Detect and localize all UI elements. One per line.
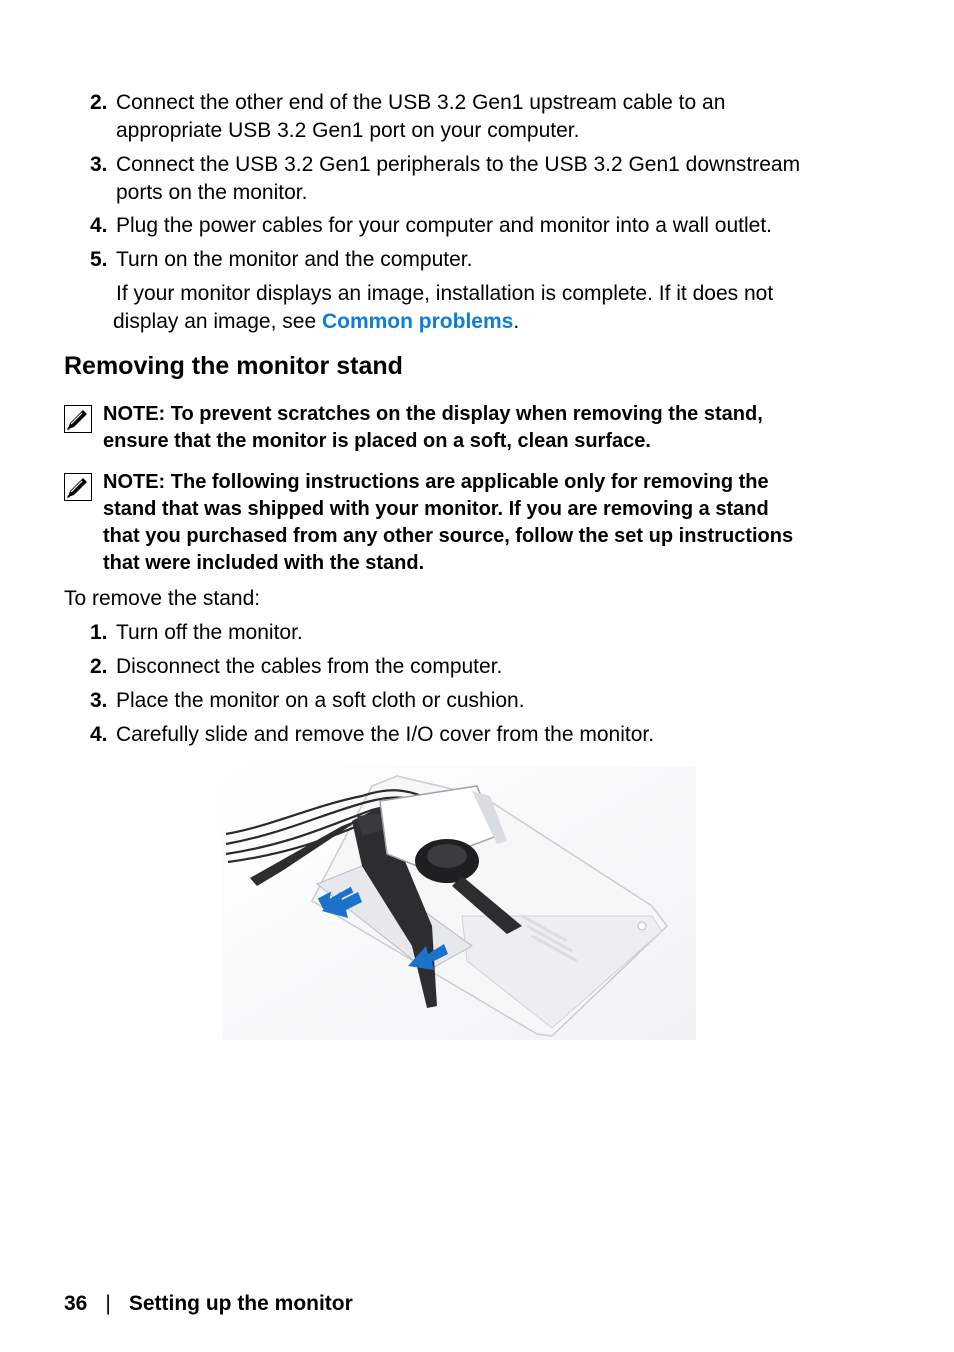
step-2-connect-upstream: 2. Connect the other end of the USB 3.2 Gen1 upstream cable to an appropriate USB 3.2 Gen1 port on your computer.	[90, 89, 860, 145]
step-text: Connect the USB 3.2 Gen1 peripherals to the USB 3.2 Gen1 downstream	[116, 153, 801, 176]
monitor-stand-removal-illustration	[222, 766, 696, 1040]
footer-section-title: Setting up the monitor	[128, 1292, 353, 1315]
step-text-cont: appropriate USB 3.2 Gen1 port on your computer.	[116, 119, 580, 142]
remove-step-3: 3. Place the monitor on a soft cloth or cushion.	[90, 689, 525, 712]
note-pencil-icon	[64, 473, 92, 501]
step-text: Plug the power cables for your computer and monitor into a wall outlet.	[116, 214, 773, 237]
remove-intro: To remove the stand:	[64, 587, 261, 610]
step-3-connect-peripherals: 3. Connect the USB 3.2 Gen1 peripherals to the USB 3.2 Gen1 downstream ports on the monitor.	[90, 151, 860, 207]
step-text: Turn on the monitor and the computer.	[116, 248, 473, 271]
note-shipped-stand: NOTE: The following instructions are applicable only for removing the stand that was shipped with your monitor. If you are removing a stand that you purchased from any other source, follow the set up instructions that were included with the stand.	[64, 469, 854, 577]
remove-step-4: 4. Carefully slide and remove the I/O cover from the monitor.	[90, 723, 655, 746]
footer-separator: |	[105, 1292, 111, 1315]
common-problems-link[interactable]: Common problems	[321, 310, 514, 333]
note-scratches: NOTE: To prevent scratches on the display when removing the stand, ensure that the monitor is placed on a soft, clean surface.	[64, 401, 854, 455]
remove-step-1: 1. Turn off the monitor.	[90, 621, 303, 644]
step-4-plug-power: 4. Plug the power cables for your computer and monitor into a wall outlet.	[90, 214, 773, 237]
step-text-cont: ports on the monitor.	[116, 181, 308, 204]
page-footer	[64, 1292, 353, 1316]
note-pencil-icon	[64, 405, 92, 433]
step-5-turn-on: 5. Turn on the monitor and the computer.	[90, 248, 473, 271]
page-number: 36	[64, 1292, 88, 1315]
section-title: Removing the monitor stand	[64, 352, 403, 380]
step-text: Connect the other end of the USB 3.2 Gen1 upstream cable to an	[116, 91, 726, 114]
remove-step-2: 2. Disconnect the cables from the computer.	[90, 655, 503, 678]
result-paragraph: If your monitor displays an image, installation is complete. If it does not display an image, see Common problems.	[113, 282, 774, 333]
